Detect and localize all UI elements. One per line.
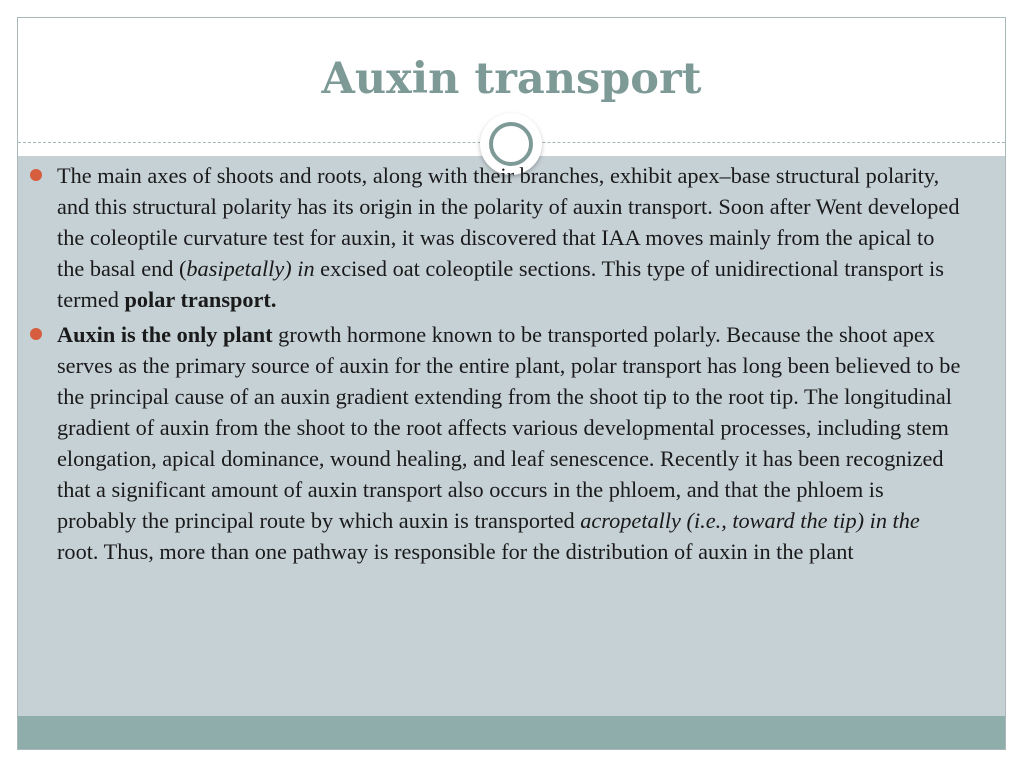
bullet-dot-icon bbox=[30, 328, 42, 340]
text-segment: excised oat coleoptile sections. This type of unidirectional transport is termed bbox=[57, 256, 944, 312]
footer-band bbox=[18, 716, 1005, 750]
text-segment-bold: Auxin is the only plant bbox=[57, 322, 273, 347]
text-segment: The main axes of shoots and roots, along with their branches, exhibit apex–base structural polarity, and this structural polarity has its origin in the polarity of auxin transport. Soon after Went developed the coleoptile curvature test for auxin, it was discovered that IAA moves mainly from the apical to the basal end ( bbox=[57, 163, 960, 281]
bullet-text bbox=[57, 163, 959, 312]
bullet-text bbox=[57, 322, 960, 564]
bullet-dot-icon bbox=[30, 169, 42, 181]
text-segment-italic: basipetally) in bbox=[186, 256, 315, 281]
text-segment-italic: acropetally (i.e., toward the tip) in the bbox=[580, 508, 920, 533]
text-segment-bold: polar transport. bbox=[124, 287, 277, 312]
bullet-item bbox=[26, 319, 966, 567]
slide-title: Auxin transport bbox=[321, 54, 702, 104]
text-segment: root. Thus, more than one pathway is responsible for the distribution of auxin in the plant bbox=[57, 539, 854, 564]
bullet-list bbox=[26, 160, 966, 571]
text-segment: growth hormone known to be transported polarly. Because the shoot apex serves as the primary source of auxin for the entire plant, polar transport has long been believed to be the principal cause of an auxin gradient extending from the shoot tip to the root tip. The longitudinal gradient of auxin from the shoot to the root affects various developmental processes, including stem elongation, apical dominance, wound healing, and leaf senescence. Recently it has been recognized that a significant amount of auxin transport also occurs in the phloem, and that the phloem is probably the principal route by which auxin is transported bbox=[57, 322, 961, 533]
bullet-item bbox=[26, 160, 966, 315]
